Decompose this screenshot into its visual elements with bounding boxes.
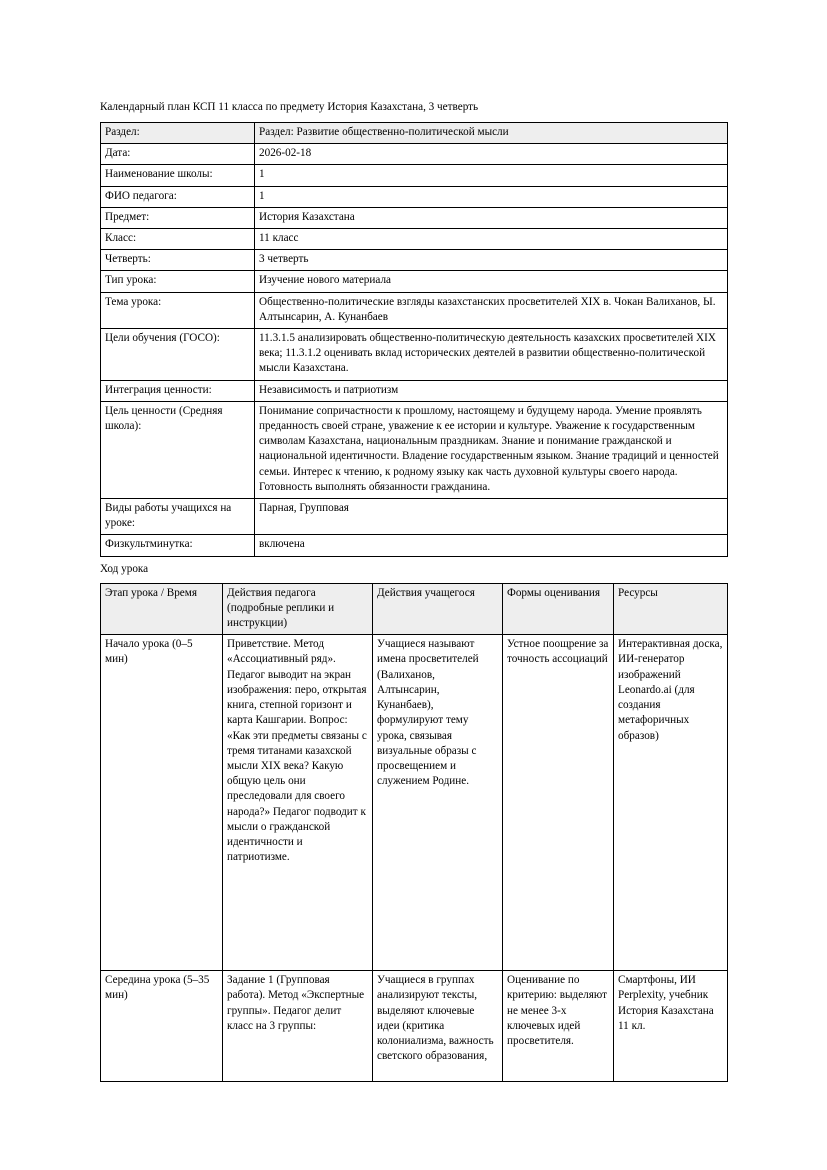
cell-student-actions: Учащиеся в группах анализируют тексты, выделяют ключевые идеи (критика колониализма, важность светского образования, <box>373 971 503 1082</box>
cell-resources: Интерактивная доска, ИИ-генератор изображений Leonardo.ai (для создания метафоричных образов) <box>614 635 728 971</box>
table-row <box>101 971 728 1082</box>
table-row <box>101 165 728 186</box>
info-label: Наименование школы: <box>101 165 255 186</box>
info-value: 1 <box>255 165 728 186</box>
info-label: Цель ценности (Средняя школа): <box>101 401 255 498</box>
info-label: Тип урока: <box>101 271 255 292</box>
info-value: Независимость и патриотизм <box>255 380 728 401</box>
lesson-flow-table-head <box>101 583 728 635</box>
lesson-info-table <box>100 122 728 557</box>
info-label: Виды работы учащихся на уроке: <box>101 499 255 535</box>
info-label: Класс: <box>101 229 255 250</box>
info-label: Тема урока: <box>101 292 255 328</box>
info-value: Понимание сопричастности к прошлому, настоящему и будущему народа. Умение проявлять преданность своей стране, уважение к ее истории и культуре. Уважение к государственным символам Казахстана, национальным праздникам. Знание и понимание гражданской и национальной идентичности. Владение государственным языком. Знание традиций и ценностей семьи. Интерес к чтению, к родному языку как часть духовной культуры своего народа. Готовность выполнять обязанности гражданина. <box>255 401 728 498</box>
info-label: Физкультминутка: <box>101 535 255 556</box>
column-header-assessment-forms: Формы оценивания <box>503 583 614 635</box>
table-row <box>101 207 728 228</box>
info-value: Изучение нового материала <box>255 271 728 292</box>
info-value: Раздел: Развитие общественно-политической мысли <box>255 123 728 144</box>
cell-teacher-actions: Приветствие. Метод «Ассоциативный ряд». Педагог выводит на экран изображения: перо, открытая книга, степной горизонт и карта Кашгарии. Вопрос: «Как эти предметы связаны с тремя титанами казахской мысли XIX века? Какую общую цель они преследовали для своего народа?» Педагог подводит к мысли о гражданской идентичности и патриотизме. <box>223 635 373 971</box>
lesson-flow-table <box>100 583 728 1083</box>
info-label: Интеграция ценности: <box>101 380 255 401</box>
cell-resources: Смартфоны, ИИ Perplexity, учебник История Казахстана 11 кл. <box>614 971 728 1082</box>
info-value: Общественно-политические взгляды казахстанских просветителей XIX в. Чокан Валиханов, Ы. Алтынсарин, А. Кунанбаев <box>255 292 728 328</box>
table-header-row <box>101 583 728 635</box>
info-value: 11 класс <box>255 229 728 250</box>
info-value: История Казахстана <box>255 207 728 228</box>
cell-stage: Начало урока (0–5 мин) <box>101 635 223 971</box>
cell-teacher-actions: Задание 1 (Групповая работа). Метод «Экспертные группы». Педагог делит класс на 3 группы: <box>223 971 373 1082</box>
table-row <box>101 292 728 328</box>
cell-assessment: Устное поощрение за точность ассоциаций <box>503 635 614 971</box>
cell-student-actions: Учащиеся называют имена просветителей (Валиханов, Алтынсарин, Кунанбаев), формулируют тему урока, связывая визуальные образы с просвещением и служением Родине. <box>373 635 503 971</box>
document-content <box>100 100 727 1082</box>
page-title: Календарный план КСП 11 класса по предмету История Казахстана, 3 четверть <box>100 101 479 113</box>
info-label: Дата: <box>101 144 255 165</box>
table-row <box>101 250 728 271</box>
info-label: ФИО педагога: <box>101 186 255 207</box>
table-row <box>101 144 728 165</box>
info-value: 2026-02-18 <box>255 144 728 165</box>
table-row <box>101 380 728 401</box>
info-label: Четверть: <box>101 250 255 271</box>
info-label: Предмет: <box>101 207 255 228</box>
column-header-stage: Этап урока / Время <box>101 583 223 635</box>
table-row <box>101 186 728 207</box>
table-row <box>101 229 728 250</box>
info-value: 1 <box>255 186 728 207</box>
column-header-resources: Ресурсы <box>614 583 728 635</box>
info-value: 3 четверть <box>255 250 728 271</box>
info-value: Парная, Групповая <box>255 499 728 535</box>
table-row <box>101 635 728 971</box>
lesson-info-table-body <box>101 123 728 557</box>
table-row <box>101 271 728 292</box>
cell-stage: Середина урока (5–35 мин) <box>101 971 223 1082</box>
column-header-student-actions: Действия учащегося <box>373 583 503 635</box>
table-row <box>101 499 728 535</box>
info-label: Цели обучения (ГОСО): <box>101 329 255 381</box>
column-header-teacher-actions: Действия педагога (подробные реплики и инструкции) <box>223 583 373 635</box>
info-value: 11.3.1.5 анализировать общественно-политическую деятельность казахских просветителей XIX века; 11.3.1.2 оценивать вклад исторических деятелей в развитии общественно-политической мысли Казахстана. <box>255 329 728 381</box>
info-label: Раздел: <box>101 123 255 144</box>
table-row <box>101 401 728 498</box>
table-row <box>101 123 728 144</box>
info-value: включена <box>255 535 728 556</box>
lesson-flow-table-body <box>101 635 728 1082</box>
lesson-flow-heading: Ход урока <box>100 562 149 575</box>
cell-assessment: Оценивание по критерию: выделяют не менее 3-х ключевых идей просветителя. <box>503 971 614 1082</box>
table-row <box>101 329 728 381</box>
table-row <box>101 535 728 556</box>
